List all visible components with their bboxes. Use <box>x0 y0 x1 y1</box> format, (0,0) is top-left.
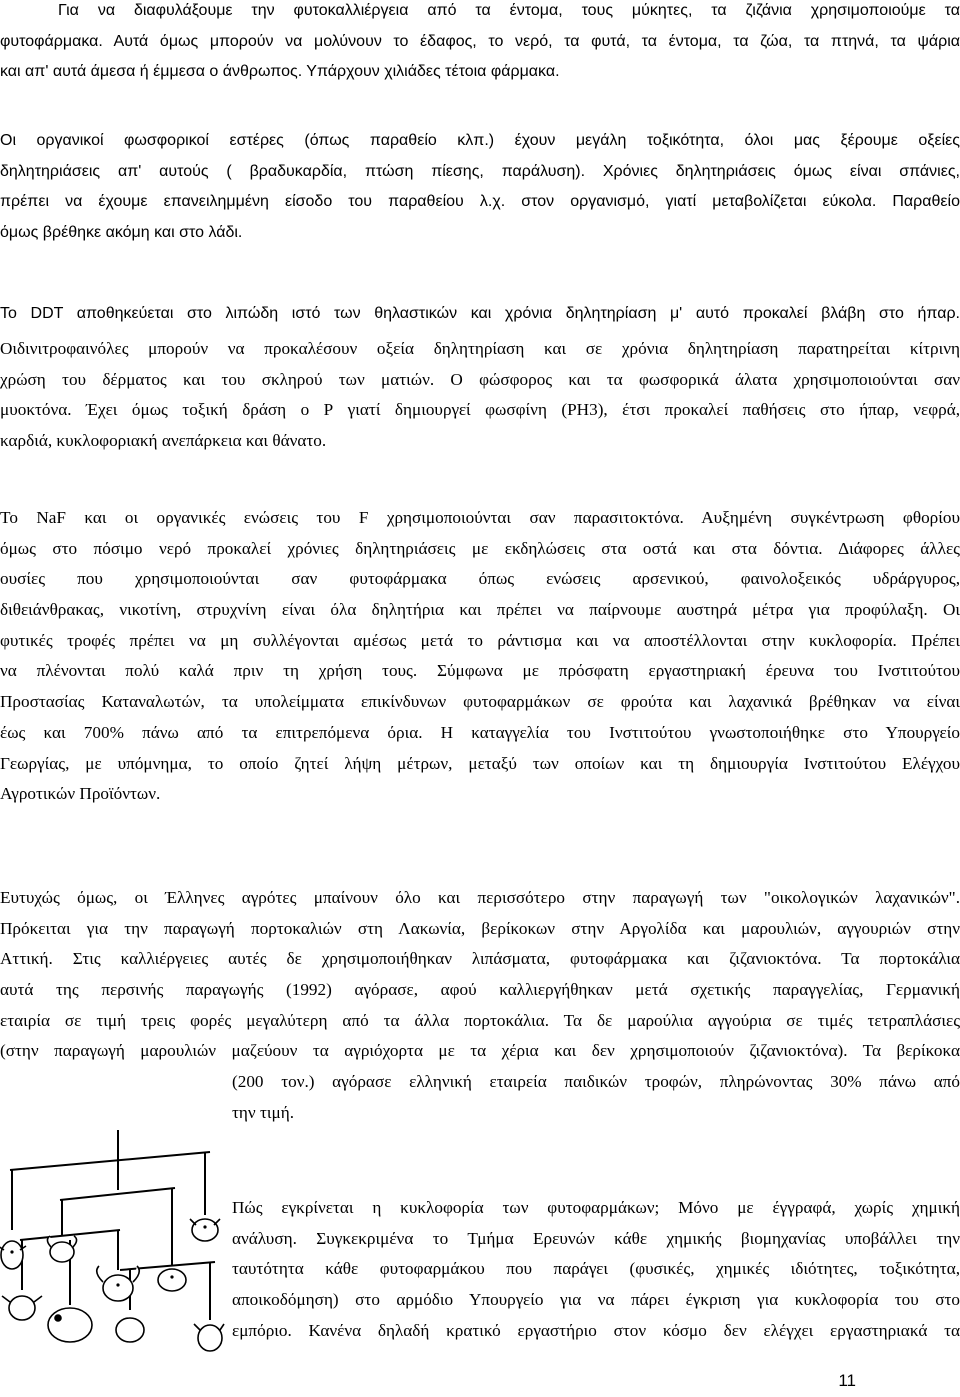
paragraph-2 <box>0 126 960 249</box>
text-line: Για να διαφυλάξουμε την φυτοκαλλιέργεια από τα έντομα, τους μύκητες, τα ζιζάνια χρησιμοποιούμε τα <box>58 2 960 19</box>
text-line: Το DDT αποθηκεύεται στο λιπώδη ιστό των θηλαστικών και χρόνια δηλητηρίαση μ' αυτό προκαλεί βλάβη στο ήπαρ. <box>0 305 960 322</box>
text-line: φυτοφάρμακα. Αυτά όμως μπορούν να μολύνουν το έδαφος, το νερό, τα φυτά, τα έντομα, τα ζώα, τα πτηνά, τα ψάρια <box>0 32 960 50</box>
text-line: ταυτότητα κάθε φυτοφαρμάκου που παράγει (φυσικές, χημικές ιδιότητες, τοξικότητα, <box>232 1259 960 1279</box>
text-line: ουσίες που χρησιμοποιούνται σαν φυτοφάρμακα όπως ενώσεις αρσενικού, φαινολοξεικός υδράργυρος, <box>0 569 960 589</box>
text-line: Πώς εγκρίνεται η κυκλοφορία των φυτοφαρμάκων; Μόνο με έγγραφά, χωρίς χημική <box>232 1198 960 1217</box>
text-line: ανάλυση. Συγκεκριμένα το Τμήμα Ερευνών κάθε χημικής βιομηχανίας υποβάλλει την <box>232 1228 960 1248</box>
text-line: εταιρία σε τιμή τρεις φορές μεγαλύτερη από τα άλλα πορτοκάλια. Τα δε μαρούλια αγγούρια σε τιμές τετραπλάσιες <box>0 1010 960 1030</box>
text-line: αποικοδόμηση) στο αρμόδιο Υπουργείο για να πάρει έγκριση για κυκλοφορία του στο <box>232 1290 960 1310</box>
text-line: πρέπει να έχουμε επανειλημμένη είσοδο του παραθείου λ.χ. στον οργανισμό, γιατί μεταβολίζεται εύκολα. Παραθείο <box>0 193 960 211</box>
text-line: Οιδινιτροφαινόλες μπορούν να προκαλέσουν οξεία δηλητηρίαση και σε χρόνια δηλητηρίαση παρατηρείται κίτρινη <box>0 339 960 358</box>
text-line: φυτικές τροφές πρέπει να μη συλλέγονται αμέσως μετά το ράντισμα και να αποστέλλονται στην κυκλοφορία. Πρέπει <box>0 630 960 650</box>
text-line: χρώση του δέρματος και του σκληρού των ματιών. Ο φώσφορος και τα φωσφορικά άλατα χρησιμοποιούνται σαν <box>0 369 960 389</box>
text-line: Προστασίας Καταναλωτών, τα υπολείμματα επικίνδυνων φυτοφαρμάκων σε φρούτα και λαχανικά βρέθηκαν να είναι <box>0 692 960 712</box>
text-line: Γεωργίας, με υπόμνημα, το οποίο ζητεί λήψη μέτρων, μεταξύ των οποίων και τη δημιουργία Ινστιτούτου Ελέγχου <box>0 753 960 773</box>
paragraph-5 <box>0 883 960 1129</box>
text-line: διθειάνθρακας, νικοτίνη, στρυχνίνη είναι όλα δηλητήρια και πρέπει να παίρνουμε αυστηρά μέτρα για προφύλαξη. Οι <box>0 600 960 620</box>
text-line: Πρόκειται για την παραγωγή πορτοκαλιών στη Λακωνία, βερίκοκων στην Αργολίδα και μαρουλιών, αγγουριών στην <box>0 918 960 938</box>
text-line: Ευτυχώς όμως, οι Έλληνες αγρότες μπαίνουν όλο και περισσότερο στην παραγωγή των "οικολογικών λαχανικών". <box>0 888 960 907</box>
text-line: και απ' αυτά άμεσα ή έμμεσα ο άνθρωπος. Υπάρχουν χιλιάδες τέτοια φάρμακα. <box>0 63 560 81</box>
text-line: Το NaF και οι οργανικές ενώσεις του F χρησιμοποιούνται σαν παρασιτοκτόνα. Αυξημένη συγκέντρωση φθορίου <box>0 508 960 527</box>
text-line: έως και 700% πάνω από τα επιτρεπόμενα όρια. Η καταγγελία του Ινστιτούτου γνωστοποιήθηκε στο Υπουργείο <box>0 722 960 742</box>
page-number: 11 <box>838 1371 856 1390</box>
bird-mobile-illustration <box>0 1130 225 1397</box>
paragraph-3 <box>0 299 960 330</box>
text-line: την τιμή. <box>232 1102 294 1122</box>
text-line: Αττική. Στις καλλιέργειες αυτές δε χρησιμοποιήθηκαν λιπάσματα, φυτοφάρμακα και ζιζανιοκτόνα. Τα πορτοκάλια <box>0 949 960 969</box>
text-line: Αγροτικών Προϊόντων. <box>0 784 161 804</box>
text-line: όμως στο πόσιμο νερό προκαλεί χρόνιες δηλητηριάσεις με εκδηλώσεις στα οστά και στα δόντια. Διάφορες άλλες <box>0 538 960 558</box>
text-line: αυτά της περσινής παραγωγής (1992) αγόρασε, αφού καλλιεργήθηκαν μετά σχετικής παραγγελίας, Γερμανική <box>0 980 960 1000</box>
paragraph-4 <box>0 503 960 810</box>
text-line: εμπόριο. Κανένα δηλαδή κρατικό εργαστήριο στον κόσμο δεν ελέγχει εργαστηριακά τα <box>232 1320 960 1340</box>
text-line: καρδιά, κυκλοφοριακή ανεπάρκεια και θάνατο. <box>0 431 327 451</box>
paragraph-1 <box>0 0 960 88</box>
text-line: όμως βρέθηκε ακόμη και στο λάδι. <box>0 224 243 242</box>
text-line: μυοκτόνα. Έχει όμως τοξική δράση ο Ρ γιατί δημιουργεί φωσφίνη (PH3), έτσι προκαλεί παθήσεις στο ήπαρ, νεφρά, <box>0 400 960 420</box>
text-line: δηλητηριάσεις απ' αυτούς ( βραδυκαρδία, πτώση πίεσης, παράλυση). Χρόνιες δηλητηριάσεις όμως είναι σπάνιες, <box>0 162 960 180</box>
text-line: Οι οργανικοί φωσφορικοί εστέρες (όπως παραθείο κλπ.) έχουν μεγάλη τοξικότητα, όλοι μας ξέρουμε οξείες <box>0 132 960 149</box>
text-line: (200 τον.) αγόρασε ελληνική εταιρεία παιδικών τροφών, πληρώνοντας 30% πάνω από <box>232 1072 960 1092</box>
paragraph-3-cont <box>0 334 960 457</box>
text-line: να πλένονται πολύ καλά πριν τη χρήση τους. Σύμφωνα με πρόσφατη εργαστηριακή έρευνα του Ινστιτούτου <box>0 661 960 681</box>
text-line: (στην παραγωγή μαρουλιών μαζεύουν τα αγριόχορτα με τα χέρια και δεν χρησιμοποιούν ζιζανιοκτόνα). Τα βερίκοκα <box>0 1041 960 1061</box>
